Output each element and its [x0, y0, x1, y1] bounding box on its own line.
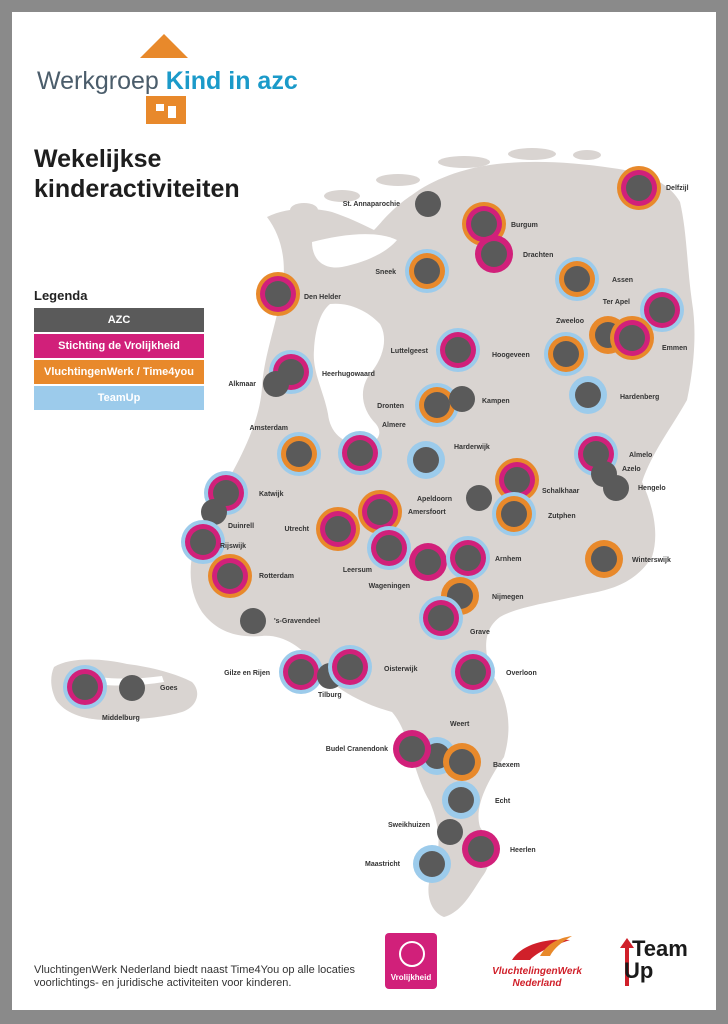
azc-dot — [481, 241, 507, 267]
location-marker — [393, 730, 431, 768]
location-label: Azelo — [622, 466, 641, 473]
location-label: Budel Cranendonk — [325, 746, 388, 753]
wadden-island — [438, 156, 490, 168]
title-line1: Wekelijkse — [34, 145, 162, 173]
azc-dot — [119, 675, 145, 701]
location-marker — [208, 554, 252, 598]
azc-dot — [455, 545, 481, 571]
location-marker — [415, 191, 441, 217]
location-label: Den Helder — [304, 294, 341, 301]
location-label: Wageningen — [368, 583, 410, 590]
legend — [34, 288, 204, 412]
location-marker — [449, 386, 475, 412]
flame-icon — [492, 934, 582, 966]
azc-dot — [466, 485, 492, 511]
azc-dot — [240, 608, 266, 634]
location-marker — [437, 819, 463, 845]
location-label: Winterswijk — [632, 557, 671, 564]
teamup-logo-team: Team — [632, 936, 688, 961]
location-marker — [367, 526, 411, 570]
location-label: Apeldoorn — [417, 496, 452, 503]
location-marker — [256, 272, 300, 316]
location-label: Sneek — [375, 269, 396, 276]
wadden-island — [290, 203, 318, 217]
location-label: Delfzijl — [666, 185, 689, 192]
azc-dot — [471, 211, 497, 237]
location-marker — [603, 475, 629, 501]
vw-logo-line1: VluchtelingenWerk — [492, 966, 582, 977]
vluchtelingenwerk-logo — [492, 934, 582, 992]
azc-dot — [449, 749, 475, 775]
location-marker — [328, 645, 372, 689]
location-label: Amersfoort — [408, 509, 446, 516]
location-label: Kampen — [482, 398, 510, 405]
location-label: Katwijk — [259, 491, 284, 498]
azc-dot — [286, 441, 312, 467]
location-label: Duinrell — [228, 523, 255, 530]
azc-dot — [603, 475, 629, 501]
azc-dot — [415, 549, 441, 575]
location-label: Ter Apel — [602, 299, 630, 306]
azc-dot — [419, 851, 445, 877]
poster — [12, 12, 716, 1010]
location-label: Hengelo — [638, 485, 666, 492]
title-line2: kinderactiviteiten — [34, 175, 240, 203]
location-marker — [316, 507, 360, 551]
wadden-island — [508, 148, 556, 160]
azc-dot — [437, 819, 463, 845]
location-label: Zutphen — [548, 513, 576, 520]
location-marker — [63, 665, 107, 709]
location-label: Baexem — [493, 762, 520, 769]
azc-dot — [564, 266, 590, 292]
azc-dot — [468, 836, 494, 862]
location-marker — [419, 596, 463, 640]
legend-item-teamup: TeamUp — [34, 386, 204, 410]
location-label: Utrecht — [284, 526, 309, 533]
azc-dot — [424, 392, 450, 418]
location-marker — [279, 650, 323, 694]
location-marker — [240, 608, 266, 634]
footer-line2: voorlichtings- en juridische activiteiten voor kinderen. — [34, 977, 292, 989]
location-label: Emmen — [662, 345, 688, 352]
location-label: Echt — [495, 798, 511, 805]
location-marker — [569, 376, 607, 414]
logo-wordmark — [37, 67, 298, 96]
location-label: Leersum — [342, 567, 372, 574]
azc-dot — [337, 654, 363, 680]
azc-dot — [649, 297, 675, 323]
azc-dot — [413, 447, 439, 473]
location-label: Luttelgeest — [390, 348, 428, 355]
location-marker — [544, 332, 588, 376]
azc-dot — [347, 440, 373, 466]
location-marker — [338, 431, 382, 475]
legend-title: Legenda — [34, 288, 88, 303]
location-marker — [277, 432, 321, 476]
location-label: Nijmegen — [492, 594, 524, 601]
azc-dot — [504, 467, 530, 493]
footer-line1: VluchtingenWerk Nederland biedt naast Time4You op alle locaties — [34, 964, 356, 976]
location-label: Oisterwijk — [384, 666, 418, 673]
location-label: Heerlen — [510, 847, 536, 854]
location-label: Middelburg — [102, 715, 140, 722]
location-marker — [443, 743, 481, 781]
logo-part2: Kind in azc — [165, 67, 298, 95]
location-label: Almelo — [629, 452, 653, 459]
azc-dot — [217, 563, 243, 589]
logo-part1: Werkgroep — [37, 67, 166, 95]
location-marker — [585, 540, 623, 578]
azc-dot — [591, 546, 617, 572]
location-label: Rotterdam — [259, 573, 295, 580]
location-label: Amsterdam — [249, 425, 288, 432]
location-label: Weert — [450, 721, 470, 728]
location-marker — [610, 316, 654, 360]
azc-dot — [619, 325, 645, 351]
legend-item-azc: AZC — [34, 308, 204, 332]
location-marker — [451, 650, 495, 694]
location-label: Heerhugowaard — [322, 371, 375, 378]
location-marker — [119, 675, 145, 701]
azc-dot — [501, 501, 527, 527]
location-label: Dronten — [377, 403, 404, 410]
location-label: Overloon — [506, 670, 537, 677]
vrolijkheid-logo-text: Vrolijkheid — [390, 973, 432, 982]
location-marker — [617, 166, 661, 210]
location-marker — [407, 441, 445, 479]
azc-dot — [428, 605, 454, 631]
azc-dot — [415, 191, 441, 217]
location-label: Maastricht — [364, 861, 400, 868]
azc-dot — [460, 659, 486, 685]
teamup-logo-up: Up — [624, 958, 654, 983]
location-marker — [436, 328, 480, 372]
location-marker — [442, 781, 480, 819]
page-title — [34, 144, 240, 204]
azc-dot — [399, 736, 425, 762]
location-label: Goes — [160, 685, 178, 692]
azc-dot — [265, 281, 291, 307]
location-label: Sweikhuizen — [387, 822, 430, 829]
azc-dot — [449, 386, 475, 412]
location-marker — [492, 492, 536, 536]
legend-item-vrolijkheid: Stichting de Vrolijkheid — [34, 334, 204, 358]
location-label: Hoogeveen — [492, 352, 530, 359]
location-label: Harderwijk — [454, 444, 490, 451]
wadden-island — [376, 174, 420, 186]
location-label: Alkmaar — [228, 381, 256, 388]
wadden-island — [573, 150, 601, 160]
location-label: Rijswijk — [220, 543, 247, 550]
azc-dot — [72, 674, 98, 700]
azc-dot — [575, 382, 601, 408]
azc-dot — [263, 371, 289, 397]
azc-dot — [553, 341, 579, 367]
azc-dot — [414, 258, 440, 284]
location-label: Almere — [382, 422, 406, 429]
location-marker — [466, 485, 492, 511]
azc-dot — [325, 516, 351, 542]
location-label: Assen — [612, 277, 634, 284]
location-label: St. Annaparochie — [342, 201, 400, 208]
vrolijkheid-logo — [385, 933, 437, 989]
location-label: Gilze en Rijen — [224, 670, 270, 677]
teamup-logo — [620, 934, 700, 994]
azc-dot — [448, 787, 474, 813]
location-label: 's-Gravendeel — [274, 618, 321, 625]
azc-dot — [626, 175, 652, 201]
azc-dot — [288, 659, 314, 685]
location-label: Hardenberg — [620, 394, 660, 401]
location-marker — [446, 536, 490, 580]
location-label: Arnhem — [495, 556, 522, 563]
azc-dot — [367, 499, 393, 525]
location-label: Tilburg — [318, 692, 342, 699]
location-marker — [475, 235, 513, 273]
location-marker — [555, 257, 599, 301]
location-label: Schalkhaar — [542, 488, 580, 495]
location-marker — [413, 845, 451, 883]
location-marker — [405, 249, 449, 293]
location-label: Drachten — [523, 252, 554, 259]
location-label: Burgum — [511, 222, 538, 229]
location-marker — [462, 830, 500, 868]
location-marker — [263, 371, 289, 397]
vw-logo-line2: Nederland — [512, 978, 562, 989]
location-label: Grave — [470, 629, 490, 636]
vrolijkheid-ring-icon — [399, 941, 425, 967]
azc-dot — [445, 337, 471, 363]
footer-note — [34, 964, 355, 990]
legend-item-vluchtelingenwerk: VluchtingenWerk / Time4you — [34, 360, 204, 384]
azc-dot — [190, 529, 216, 555]
location-marker — [409, 543, 447, 581]
azc-dot — [376, 535, 402, 561]
location-label: Zweeloo — [555, 318, 584, 325]
